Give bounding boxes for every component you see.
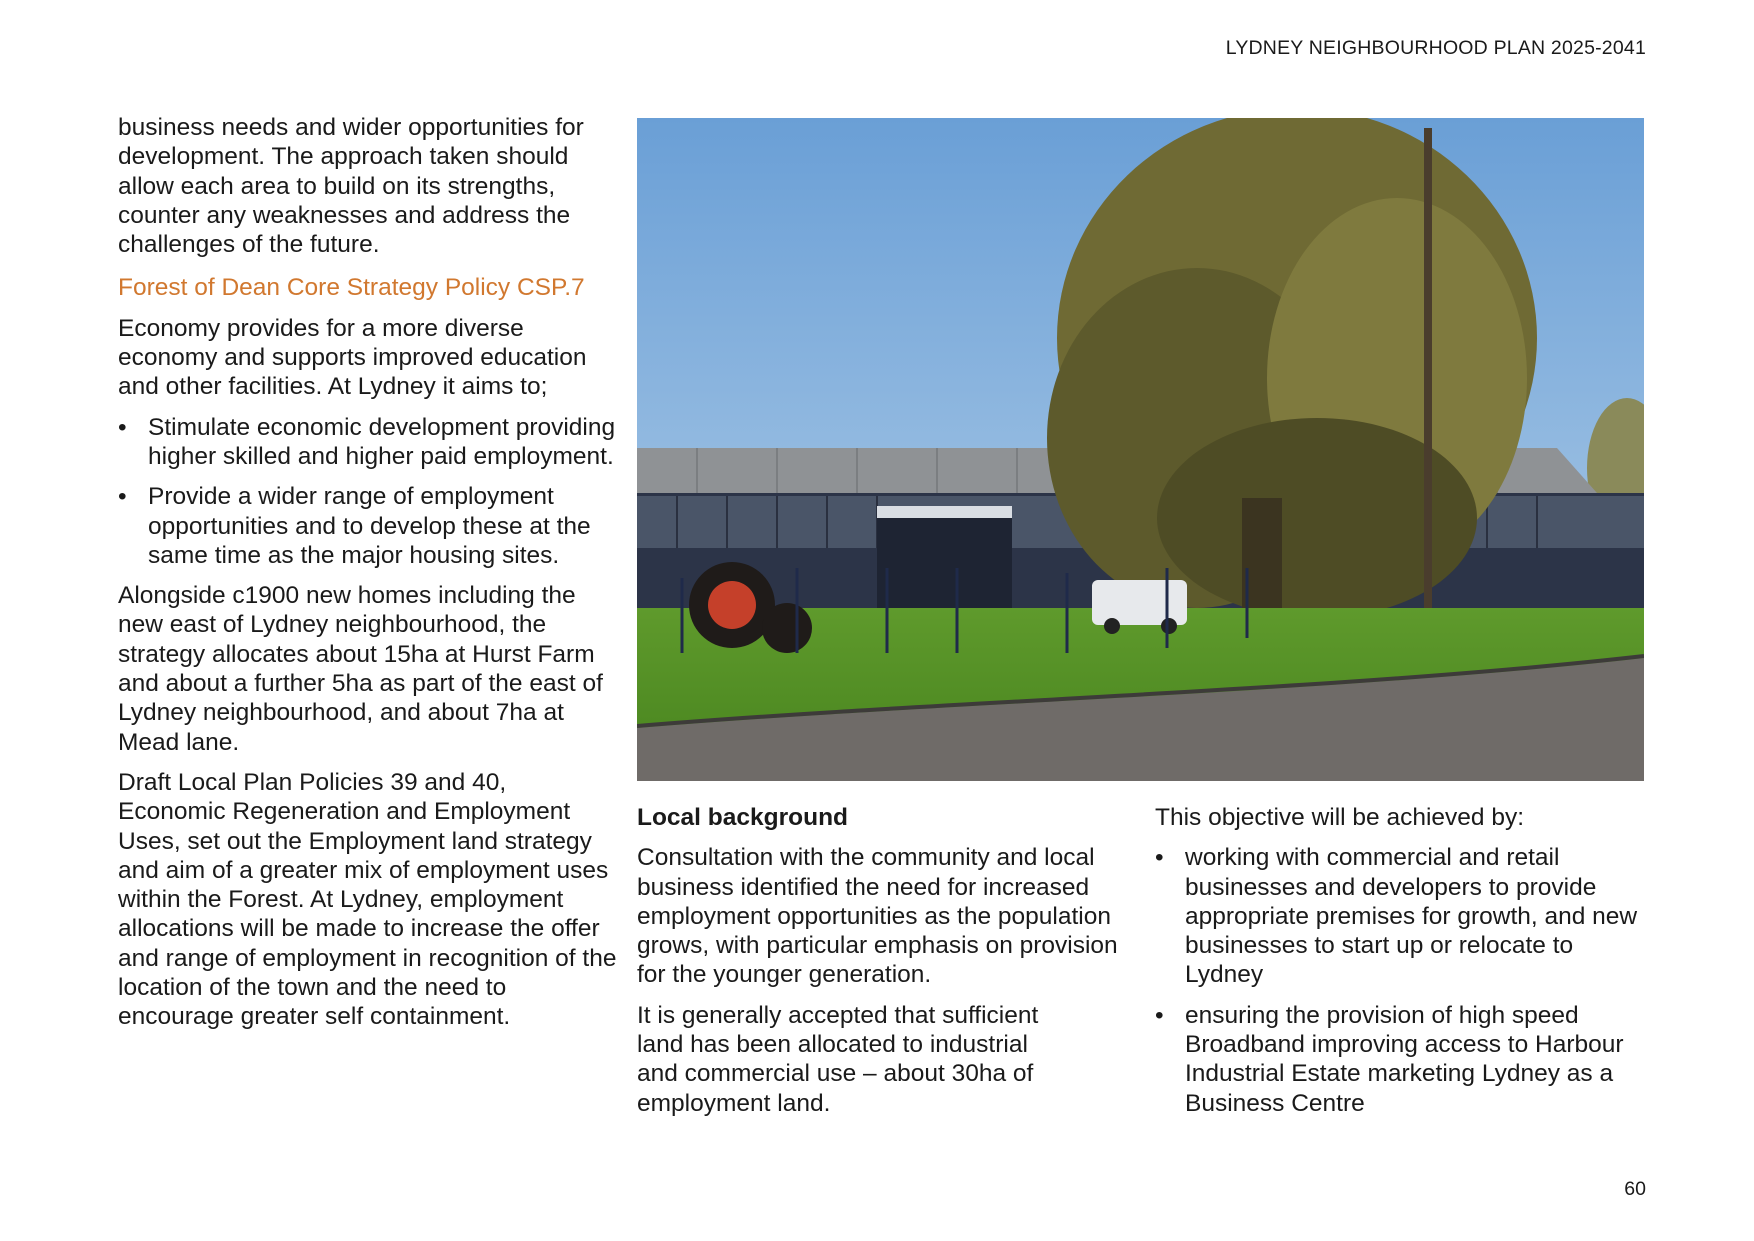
intro-paragraph: business needs and wider opportunities for development. The approach taken should allow each area to build on its strengths, counter any weaknesses and address the challenges of the future. <box>118 114 584 259</box>
list-item-text: ensuring the provision of high speed Broadband improving access to Harbour Industrial Estate marketing Lydney as a Business Centre <box>1185 1001 1624 1117</box>
page-number: 60 <box>1624 1178 1646 1200</box>
right-column <box>1155 803 1650 1129</box>
bullet-icon: • <box>1155 844 1164 872</box>
consultation-paragraph: Consultation with the community and local business identified the need for increased employment opportunities as the population grows, with particular emphasis on provision for the younger generation. <box>637 844 1118 989</box>
left-column <box>118 113 618 1043</box>
list-item <box>1155 843 1650 989</box>
policy-bullet-list <box>118 413 618 570</box>
local-background-heading: Local background <box>637 804 849 831</box>
running-header: LYDNEY NEIGHBOURHOOD PLAN 2025-2041 <box>1225 37 1646 59</box>
policy-paragraph: Economy provides for a more diverse economy and supports improved education and other facilities. At Lydney it aims to; <box>118 314 587 401</box>
list-item-text: Provide a wider range of employment opportunities and to develop these at the same time as the major housing sites. <box>148 483 591 569</box>
bullet-icon: • <box>118 483 127 511</box>
objective-intro: This objective will be achieved by: <box>1155 804 1525 831</box>
middle-column <box>637 803 1142 1129</box>
draft-plan-paragraph: Draft Local Plan Policies 39 and 40, Economic Regeneration and Employment Uses, set out the Employment land strategy and aim of a greater mix of employment uses within the Forest. At Lydney, employment allocations will be made to increase the offer and range of employment in recognition of the location of the town and the need to encourage greater self containment. <box>118 768 617 1031</box>
bullet-icon: • <box>118 413 127 441</box>
list-item-text: Stimulate economic development providing higher skilled and higher paid employment. <box>148 413 616 470</box>
list-item <box>118 482 618 570</box>
bullet-icon: • <box>1155 1001 1164 1029</box>
allocations-paragraph: Alongside c1900 new homes including the new east of Lydney neighbourhood, the strategy allocates about 15ha at Hurst Farm and about a further 5ha as part of the east of Lydney neighbourhood, and about 7ha at Mead lane. <box>118 582 603 756</box>
list-item <box>118 413 618 472</box>
policy-heading: Forest of Dean Core Strategy Policy CSP.7 <box>118 274 585 302</box>
objective-bullet-list <box>1155 843 1650 1118</box>
land-paragraph: It is generally accepted that sufficient land has been allocated to industrial and commercial use – about 30ha of employment land. <box>637 1001 1039 1117</box>
list-item-text: working with commercial and retail businesses and developers to provide appropriate premises for growth, and new businesses to start up or relocate to Lydney <box>1185 844 1638 989</box>
industrial-estate-photo <box>637 118 1644 781</box>
list-item <box>1155 1001 1650 1118</box>
